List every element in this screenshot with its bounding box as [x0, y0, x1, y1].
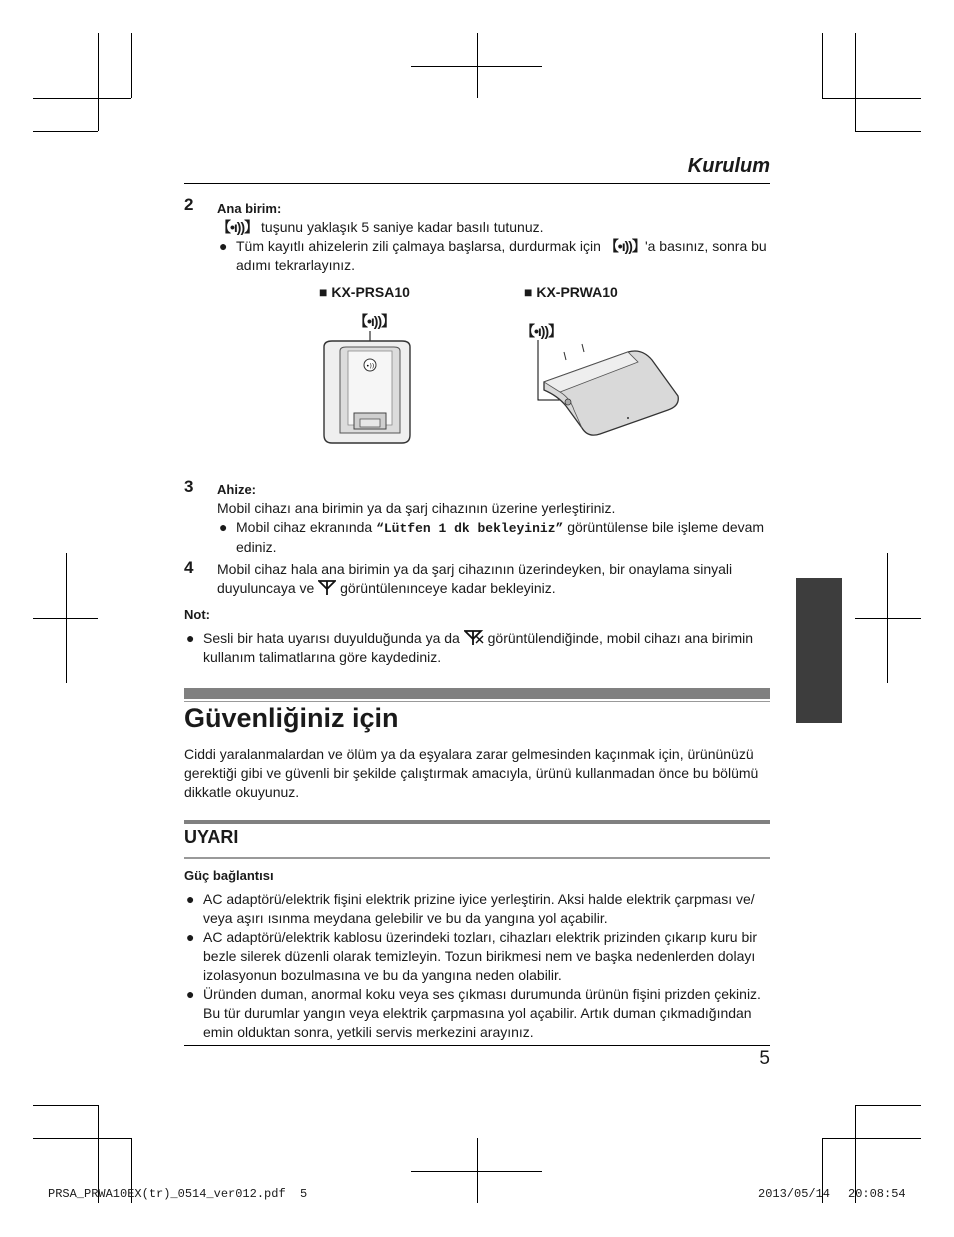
warning-item: ● AC adaptörü/elektrik kablosu üzerindeki tozları, cihazları elektrik prizinden çıkarıp kuru bir bezle silerek düzenli olarak temizleyin. Tozun birikmesi nem ve başka nedenlerden dolayı izolasyonun bozulmasına ve bu da yangına neden olabilir.	[186, 929, 758, 983]
footer-page: 5	[300, 1187, 308, 1201]
warning-title: UYARI	[184, 827, 239, 847]
charger-illustration	[530, 330, 685, 440]
thumb-index-tab	[796, 578, 842, 723]
warning-item: ● AC adaptörü/elektrik fişini elektrik prizine iyice yerleştirin. Aksi halde elektrik çarpması ve/ veya aşırı ısınma meydana gelebilir ve bu da yangına yol açabilir.	[186, 891, 755, 926]
note-bullet: ● Sesli bir hata uyarısı duyulduğunda ya da görüntülendiğinde, mobil cihazı ana birimin kullanım talimatlarına göre kaydediniz.	[186, 630, 754, 665]
power-connection-title: Güç bağlantısı	[184, 868, 274, 883]
page-number: 5	[759, 1048, 770, 1069]
footer-date: 2013/05/14	[758, 1187, 831, 1201]
step-3-body	[217, 480, 770, 557]
warning-list	[184, 890, 770, 1042]
step-3-line: Mobil cihazı ana birimin ya da şarj cihazının üzerine yerleştiriniz.	[217, 500, 616, 516]
prsa10-key-label: 【•ı))】	[354, 313, 395, 329]
antenna-icon	[318, 580, 336, 596]
step-2-line: 【•ı))】 tuşunu yaklaşık 5 saniye kadar basılı tutunuz.	[217, 219, 544, 235]
safety-title: Güvenliğiniz için	[184, 703, 399, 733]
footer-filename: PRSA_PRWA10EX(tr)_0514_ver012.pdf	[48, 1187, 286, 1201]
warning-bottom-rule	[184, 857, 770, 859]
footer-time: 20:08:54	[848, 1187, 906, 1201]
warning-top-bar	[184, 820, 770, 824]
figure-label-prwa10: ■ KX-PRWA10	[524, 284, 618, 300]
step-4-number: 4	[184, 558, 194, 577]
step-3-title: Ahize:	[217, 482, 256, 497]
warning-item: ● Üründen duman, anormal koku veya ses çıkması durumunda ürünün fişini prizden çekiniz. Bu tür durumlar yangın veya elektrik çarpmasına yol açabilir. Artık duman çıkmadığından emin olduktan sonra, yetkili servis merkezini arayınız.	[186, 986, 761, 1040]
section-divider-thin	[184, 701, 770, 702]
note-title: Not:	[184, 607, 210, 622]
svg-text:•)): •))	[366, 363, 375, 370]
step-2-body	[217, 199, 770, 275]
antenna-no-signal-icon	[464, 630, 484, 646]
step-4-body: Mobil cihaz hala ana birimin ya da şarj cihazının üzerindeyken, bir onaylama sinyali duyuluncaya ve görüntülenınceye kadar bekleyiniz.	[217, 561, 733, 596]
step-3-bullet: ● Mobil cihaz ekranında “Lütfen 1 dk bekleyiniz” görüntülense bile işleme devam ediniz.	[219, 519, 765, 555]
locator-key-icon: 【•ı))】	[217, 219, 258, 235]
step-2-number: 2	[184, 195, 194, 214]
step-3-number: 3	[184, 477, 194, 496]
header-rule	[184, 183, 770, 184]
safety-intro: Ciddi yaralanmalardan ve ölüm ya da eşyalara zarar gelmesinden kaçınmak için, ürününüzü gerektiği gibi ve güvenli bir şekilde çalıştırmak amacıyla, ürünü kullanmadan önce bu bölümü dikkatle okuyunuz.	[184, 746, 759, 800]
section-heading: Kurulum	[687, 155, 770, 177]
step-2-bullet: ● Tüm kayıtlı ahizelerin zili çalmaya başlarsa, durdurmak için 【•ı))】'a basınız, sonra bu adımı tekrarlayınız.	[219, 238, 767, 273]
base-unit-illustration	[310, 325, 420, 450]
prwa10-key-label: 【•ı))】	[521, 323, 562, 339]
locator-key-icon: 【•ı))】	[604, 238, 645, 254]
figure-label-prsa10: ■ KX-PRSA10	[319, 284, 410, 300]
display-message: “Lütfen 1 dk bekleyiniz”	[376, 521, 564, 536]
section-divider-bar	[184, 688, 770, 699]
footer-rule	[184, 1045, 770, 1046]
step-2-title: Ana birim:	[217, 201, 282, 216]
